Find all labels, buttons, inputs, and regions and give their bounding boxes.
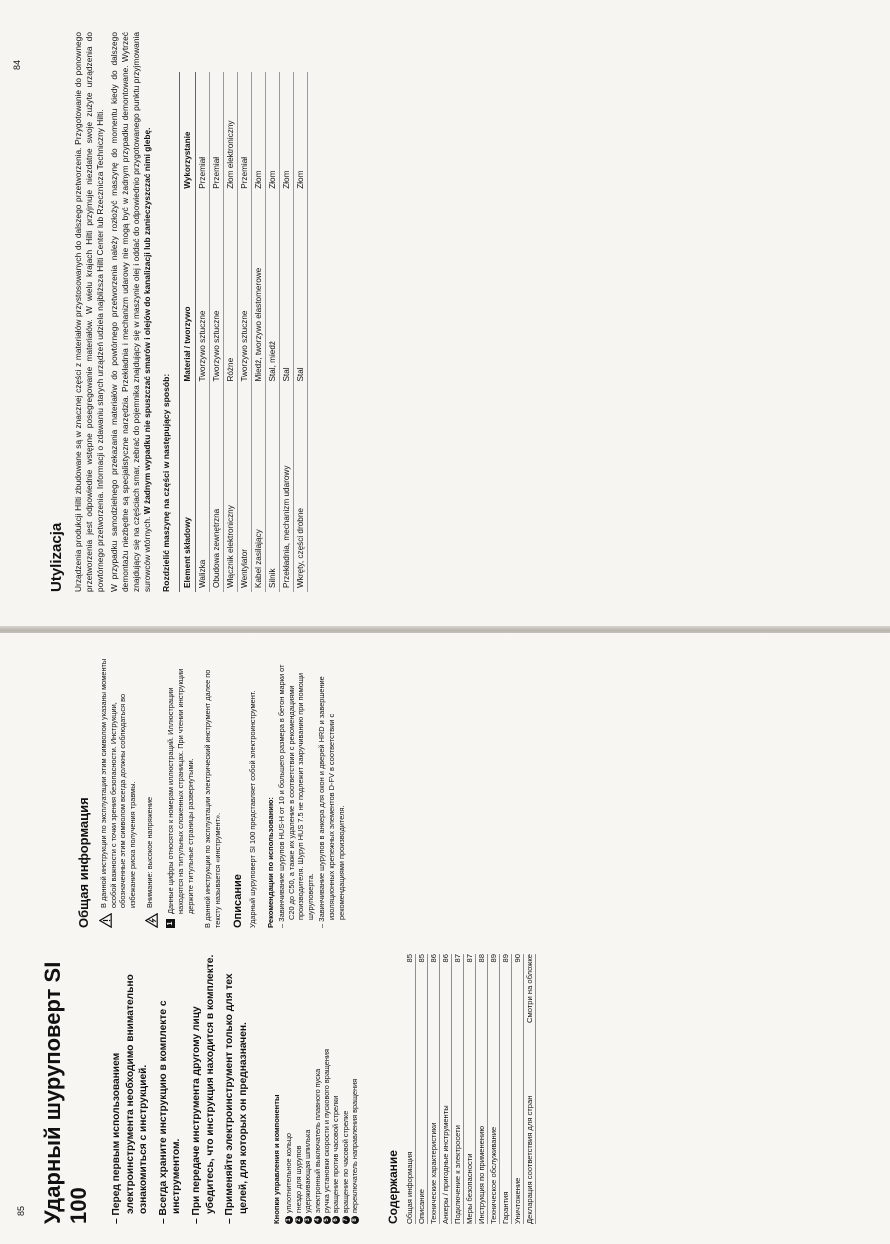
- legend-text: переключатель направления вращения: [350, 1078, 360, 1213]
- product-title: Ударный шуруповерт SI 100: [40, 961, 91, 1224]
- components-table: [179, 72, 308, 592]
- table-cell-element: Włącznik elektroniczny: [224, 386, 238, 592]
- legend-text: удерживающая шпилька: [303, 1129, 313, 1213]
- toc-entry-label: Описание: [416, 1189, 426, 1224]
- legend-item: [322, 954, 331, 1224]
- toc-entry[interactable]: [416, 954, 428, 1224]
- table-cell-material: Stal: [294, 193, 308, 386]
- table-cell-use: Złom: [252, 72, 266, 193]
- toc-entry-page: 88: [476, 954, 486, 963]
- table-cell-material: Tworzywo sztuczne: [238, 193, 252, 386]
- page-84-content: [48, 32, 828, 592]
- legend-number-icon: 1: [285, 1216, 293, 1224]
- toc-entry-label: Общая информация: [404, 1151, 414, 1224]
- page-number-84: 84: [12, 59, 23, 71]
- voltage-note-text: Внимание: высокое напряжение: [145, 796, 155, 908]
- toc-entry-page: 85: [404, 954, 414, 963]
- toc-entry-page: 89: [488, 954, 498, 963]
- recommendations-title: Рекомендации по использованию:: [265, 797, 275, 928]
- components-legend-title: Кнопки управления и компоненты: [272, 1094, 282, 1224]
- table-cell-element: Walizka: [196, 386, 210, 592]
- page-84-heading: Utylizacja: [48, 522, 65, 592]
- legend-text: уплотнительное кольцо: [284, 1133, 294, 1213]
- toc-entry[interactable]: [512, 954, 524, 1224]
- table-cell-material: Stal, miedź: [266, 193, 280, 386]
- toc-entry[interactable]: [500, 954, 512, 1224]
- toc-entry-label: Подключение к электросети: [452, 1125, 462, 1224]
- safety-note-text: В данной инструкции по эксплуатации этим символом указаны моменты особой важности с точки зрения безопасности. Инструкции, обозначенные этим символом всегда должны соблюдаться во избежание риска получения травмы.: [99, 658, 137, 908]
- page-number-85: 85: [16, 1205, 27, 1217]
- table-header-use: Wykorzystanie: [180, 72, 196, 193]
- table-cell-element: Kabel zasilający: [252, 386, 266, 592]
- table-row: [196, 72, 210, 592]
- legend-item: [350, 954, 359, 1224]
- illustration-note: [166, 658, 195, 928]
- table-header-element: Element składowy: [180, 386, 196, 592]
- toc-entry[interactable]: [404, 954, 416, 1224]
- toc-entry[interactable]: [524, 954, 536, 1224]
- toc-entry-label: Меры безопасности: [464, 1153, 474, 1224]
- toc-entry[interactable]: [464, 954, 476, 1224]
- table-cell-use: Przemiał: [196, 72, 210, 193]
- toc-entry-page: 86: [440, 954, 450, 963]
- toc-entry-page: Смотри на обложке: [524, 954, 534, 1023]
- tool-term-note: В данной инструкции по эксплуатации электрический инструмент далее по тексту называется «инструмент».: [203, 669, 222, 928]
- table-cell-material: Różne: [224, 193, 238, 386]
- table-cell-element: Silnik: [266, 386, 280, 592]
- legend-number-icon: 5: [323, 1216, 331, 1224]
- table-cell-element: Wentylator: [238, 386, 252, 592]
- components-legend: [284, 954, 359, 1224]
- toc-entry[interactable]: [488, 954, 500, 1224]
- legend-item: [284, 954, 293, 1224]
- title-spacer: [40, 658, 70, 928]
- recycling-paragraph-2-bold: W żadnym wypadku nie spuszczać smarów i olejów do kanalizacji lub zanieczyszczać nimi glebę.: [142, 127, 153, 515]
- legend-item: [341, 954, 350, 1224]
- table-cell-material: Miedź, tworzywo elastomerowe: [252, 193, 266, 386]
- table-cell-use: Złom: [266, 72, 280, 193]
- toc-entry-page: 87: [452, 954, 462, 963]
- toc-entry-label: Анкеры / пригодные инструменты: [440, 1105, 450, 1224]
- legend-item: [294, 954, 303, 1224]
- page-85-content: [40, 656, 840, 1224]
- table-cell-element: Przekładnia, mechanizm udarowy: [280, 386, 294, 592]
- table-cell-use: Przemiał: [238, 72, 252, 193]
- toc-entry-page: 86: [428, 954, 438, 963]
- recycling-paragraph-2-text: W przypadku samodzielnego przekazania materiałów do powtórnego przetworzenia należy rozłożyć maszynę do momentu kiedy do dalszego demontażu niezbędne są specjalistyczne narzędzia. Przekładnia i mechanizm udarowy nie mogą być w żadnym przypadku demontowane. Wytrzeć znajdujący się na częściach smar, zebrać do pojemnika znajdujący się w maszynie olej i oddać do odpowiednio przygotowanego punktu przyjmowania surowców wtórnych.: [108, 32, 153, 592]
- legend-item: [313, 954, 322, 1224]
- warning-item: – Всегда храните инструкцию в комплекте с инструментом.: [157, 1000, 183, 1224]
- table-cell-material: Tworzywo sztuczne: [196, 193, 210, 386]
- legend-text: ручка установки скорости и пускового вращения: [321, 1049, 331, 1213]
- warning-item: – Перед первым использованием электроинструмента необходимо внимательно ознакомиться с инструкцией.: [111, 974, 150, 1224]
- warning-list: [110, 954, 250, 1224]
- table-row: [294, 72, 308, 592]
- description-text: Ударный шуруповерт SI 100 представляет собой электроинструмент.: [248, 690, 258, 928]
- toc-entry[interactable]: [476, 954, 488, 1224]
- table-cell-use: Złom elektroniczny: [224, 72, 238, 193]
- table-header-row: [180, 72, 196, 592]
- toc-entry-label: Уничтожение: [512, 1177, 522, 1224]
- left-column: [40, 954, 536, 1224]
- table-cell-element: Wkręty, części drobne: [294, 386, 308, 592]
- toc-entry-page: 89: [500, 954, 510, 963]
- recommendation-item: – Завинчивание шурупов HUS-H от 10 и большего размера в бетон марки от C20 до C50, а также их удаление в соответствии с рекомендациями производителя. Шуруп HUS 7.5 не подлежит закручиванию при помощи шуруповерта.: [276, 664, 315, 928]
- toc-entry-label: Инструкция по применению: [476, 1125, 486, 1224]
- table-row: [266, 72, 280, 592]
- toc-entry-page: 90: [512, 954, 522, 963]
- voltage-note: [145, 658, 158, 928]
- legend-number-icon: 2: [295, 1216, 303, 1224]
- legend-text: вращение по часовой стрелке: [340, 1110, 350, 1213]
- table-cell-material: Stal: [280, 193, 294, 386]
- illustration-note-text: Данные цифры относятся к номерам иллюстраций. Иллюстрации находятся на титульных сложенных страницах. При чтении инструкции держите титульные страницы развернутыми.: [166, 668, 195, 914]
- toc-entry-label: Гарантия: [500, 1191, 510, 1224]
- description-title: Описание: [232, 874, 245, 928]
- legend-item: [331, 954, 340, 1224]
- table-cell-material: Tworzywo sztuczne: [210, 193, 224, 386]
- legend-text: электронный выключатель плавного пуска: [312, 1068, 322, 1213]
- legend-item: [303, 954, 312, 1224]
- legend-number-icon: 8: [351, 1216, 359, 1224]
- table-row: [238, 72, 252, 592]
- safety-note: [99, 658, 137, 928]
- toc-entry-page: 87: [464, 954, 474, 963]
- table-row: [252, 72, 266, 592]
- toc-entry-page: 85: [416, 954, 426, 963]
- high-voltage-icon: [145, 913, 158, 928]
- legend-number-icon: 7: [342, 1216, 350, 1224]
- table-cell-use: Przemiał: [210, 72, 224, 193]
- toc-entry[interactable]: [452, 954, 464, 1224]
- legend-number-icon: 4: [314, 1216, 322, 1224]
- legend-number-icon: 6: [332, 1216, 340, 1224]
- table-cell-element: Obudowa zewnętrzna: [210, 386, 224, 592]
- toc-entry[interactable]: [440, 954, 452, 1224]
- table-row: [224, 72, 238, 592]
- toc-title: Содержание: [385, 1150, 400, 1224]
- toc-entry[interactable]: [428, 954, 440, 1224]
- right-column: [40, 658, 348, 928]
- table-cell-use: Złom: [294, 72, 308, 193]
- table-header-material: Materiał / tworzywo: [180, 193, 196, 386]
- warning-item: – При передаче инструмента другому лицу убедитесь, что инструкция находится в комплекте.: [190, 954, 216, 1224]
- disassembly-instruction: Rozdzielić maszynę na części w następujący sposób:: [161, 373, 172, 592]
- recycling-paragraph-1: Urządzenia produkcji Hilti zbudowane są w znacznej części z materiałów przystosowanych do dalszego przetworzenia. Przygotowanie do ponownego przetworzenia jest odpowiednie wstępne posegregowanie materiałów. W wielu krajach Hilti przyjmuje niezdatne swoje zużyte urządzenia do powtórnego przetworzenia. Informacji o zdawaniu starych urządzeń udziela najbliższa Hilti Center lub Rzecznicza Techniczny Hilti.: [73, 32, 106, 592]
- table-row: [280, 72, 294, 592]
- warning-triangle-icon: [99, 913, 112, 928]
- recommendation-item: – Завинчивание шурупов в анкера для окон и дверей HRD и завершение изоляционных крепежных элементов D-FV в соответствии с рекомендациями производителя.: [317, 676, 346, 928]
- figure-number-icon: 1: [166, 919, 175, 928]
- general-info-title: Общая информация: [76, 797, 91, 928]
- legend-text: вращение против часовой стрелки: [331, 1095, 341, 1213]
- warning-item: – Применяйте электроинструмент только для тех целей, для которых он предназначен.: [224, 973, 249, 1224]
- toc-entry-label: Технические характеристики: [428, 1122, 438, 1224]
- table-cell-use: Złom: [280, 72, 294, 193]
- legend-number-icon: 3: [304, 1216, 312, 1224]
- legend-text: гнездо для шурупов: [293, 1145, 303, 1213]
- table-row: [210, 72, 224, 592]
- toc-entry-label: Техническое обслуживание: [488, 1126, 498, 1224]
- table-of-contents: [404, 954, 536, 1224]
- recycling-paragraph-2: [109, 32, 154, 592]
- toc-entry-label: Декларация соответствия для стран: [524, 1095, 534, 1224]
